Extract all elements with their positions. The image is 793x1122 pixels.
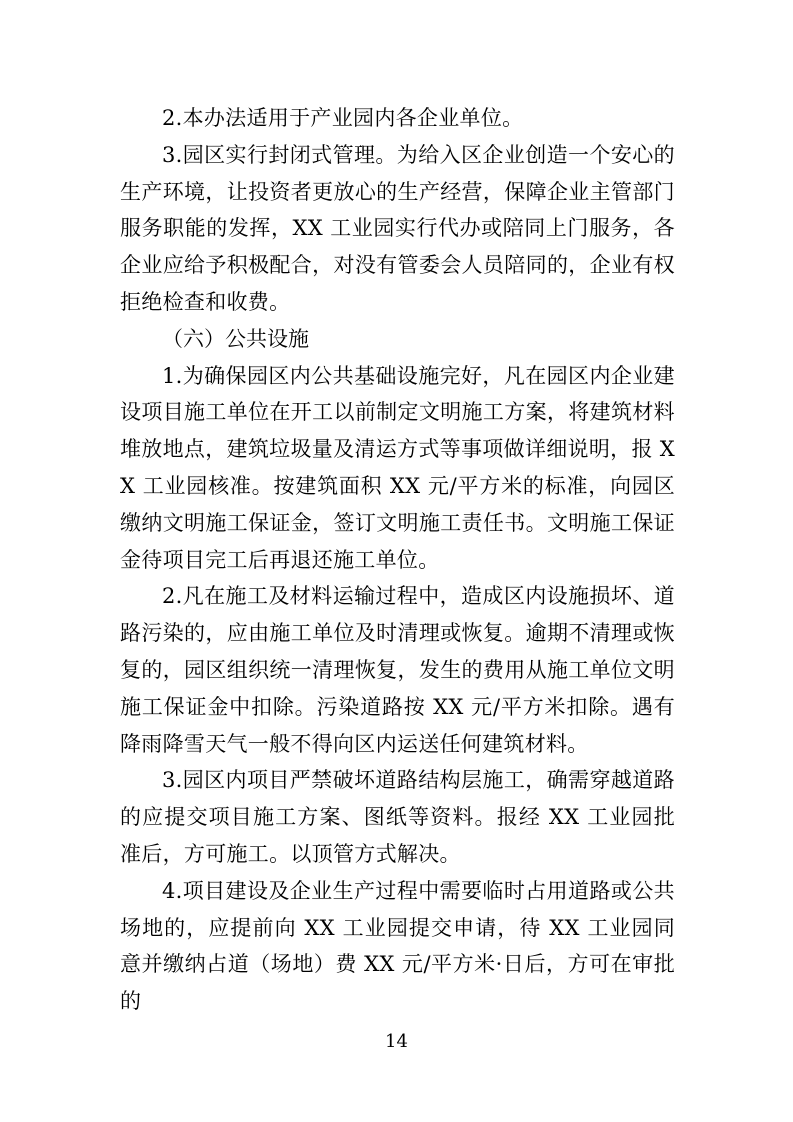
paragraph-road-damage: 2.凡在施工及材料运输过程中，造成区内设施损坏、道路污染的，应由施工单位及时清理或恢复。逾期不清理或恢复的，园区组织统一清理恢复，发生的费用从施工单位文明施工保证金中扣除。污染道路按 XX 元/平方米扣除。遇有降雨降雪天气一般不得向区内运送任何建筑材料。 (120, 584, 675, 756)
paragraph-temporary-occupation: 4.项目建设及企业生产过程中需要临时占用道路或公共场地的，应提前向 XX 工业园提交申请，待 XX 工业园同意并缴纳占道（场地）费 XX 元/平方米·日后，方可在审批的 (120, 878, 675, 1014)
paragraph-road-crossing: 3.园区内项目严禁破坏道路结构层施工，确需穿越道路的应提交项目施工方案、图纸等资料。报经 XX 工业园批准后，方可施工。以顶管方式解决。 (120, 768, 675, 866)
page-number: 14 (385, 1031, 408, 1052)
paragraph-closed-management: 3.园区实行封闭式管理。为给入区企业创造一个安心的生产环境，让投资者更放心的生产经营，保障企业主管部门服务职能的发挥，XX 工业园实行代办或陪同上门服务，各企业应给予积极配合，对没有管委会人员陪同的，企业有权拒绝检查和收费。 (120, 142, 675, 314)
paragraph-construction-deposit: 1.为确保园区内公共基础设施完好，凡在园区内企业建设项目施工单位在开工以前制定文明施工方案，将建筑材料堆放地点，建筑垃圾量及清运方式等事项做详细说明，报 XX 工业园核准。按建筑面积 XX 元/平方米的标准，向园区缴纳文明施工保证金，签订文明施工责任书。文明施工保证金待项目完工后再退还施工单位。 (120, 363, 675, 572)
section-heading-public-facilities: （六）公共设施 (162, 326, 309, 351)
document-body (120, 100, 675, 1020)
paragraph-applicability: 2.本办法适用于产业园内各企业单位。 (162, 106, 524, 130)
